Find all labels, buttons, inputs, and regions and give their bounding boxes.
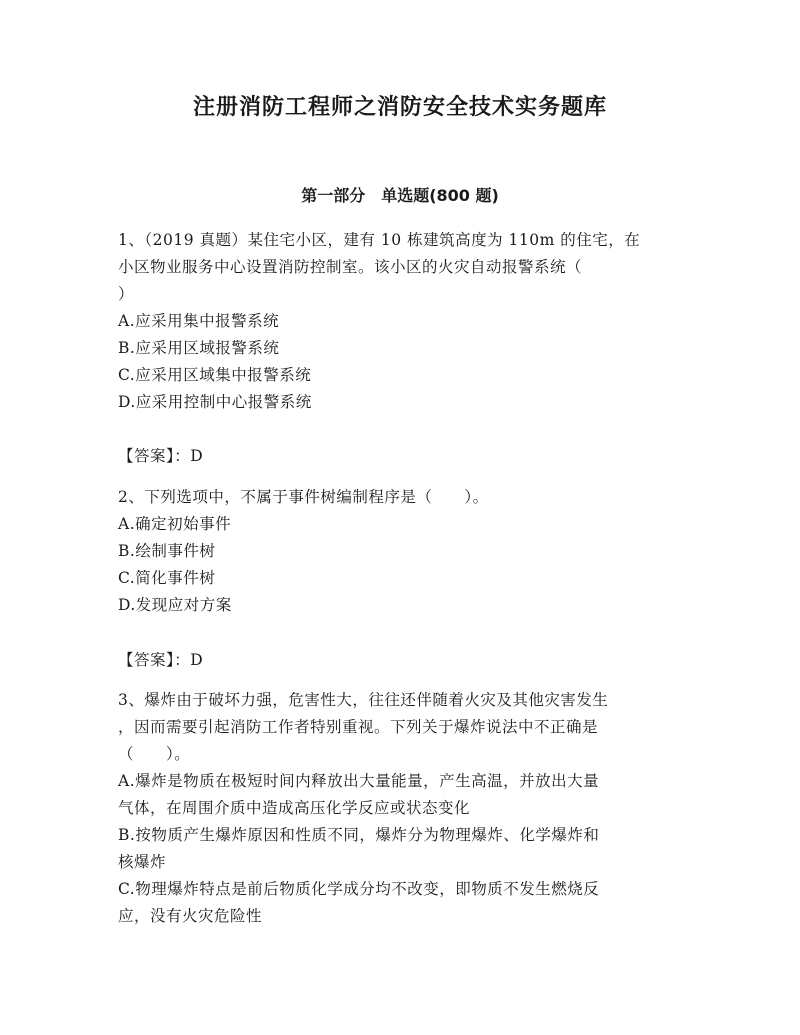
option-a: A.爆炸是物质在极短时间内释放出大量能量，产生高温，并放出大量 [118,772,600,790]
option-a: A.确定初始事件 [118,515,232,533]
option-c: C.应采用区域集中报警系统 [118,366,312,384]
question-stem-line: ，因而需要引起消防工作者特别重视。下列关于爆炸说法中不正确是 [118,718,599,736]
question-stem-line: 小区物业服务中心设置消防控制室。该小区的火灾自动报警系统（ [118,258,583,276]
option-b-continued: 核爆炸 [118,853,167,871]
question-stem-line: 3、爆炸由于破坏力强，危害性大，往往还伴随着火灾及其他灾害发生 [118,691,609,709]
option-b: B.应采用区域报警系统 [118,339,280,357]
section-title: 第一部分 单选题(800 题) [301,186,499,205]
option-c-continued: 应，没有火灾危险性 [118,907,263,925]
option-a: A.应采用集中报警系统 [118,312,280,330]
option-d: D.应采用控制中心报警系统 [118,393,312,411]
option-a-continued: 气体，在周围介质中造成高压化学反应或状态变化 [118,799,471,817]
question-stem-line: ） [118,285,135,303]
option-c: C.物理爆炸特点是前后物质化学成分均不改变，即物质不发生燃烧反 [118,880,600,898]
option-c: C.简化事件树 [118,569,216,587]
document-title: 注册消防工程师之消防安全技术实务题库 [192,95,607,120]
question-stem-line: 2、下列选项中，不属于事件树编制程序是（ ）。 [118,488,489,506]
answer-line: 【答案】：D [118,447,204,465]
answer-line: 【答案】：D [118,651,204,669]
option-b: B.按物质产生爆炸原因和性质不同，爆炸分为物理爆炸、化学爆炸和 [118,826,600,844]
question-stem-line: （ ）。 [118,745,191,763]
option-b: B.绘制事件树 [118,542,216,560]
question-stem-line: 1、（2019 真题）某住宅小区，建有 10 栋建筑高度为 110m 的住宅，在 [118,231,641,249]
option-d: D.发现应对方案 [118,596,232,614]
